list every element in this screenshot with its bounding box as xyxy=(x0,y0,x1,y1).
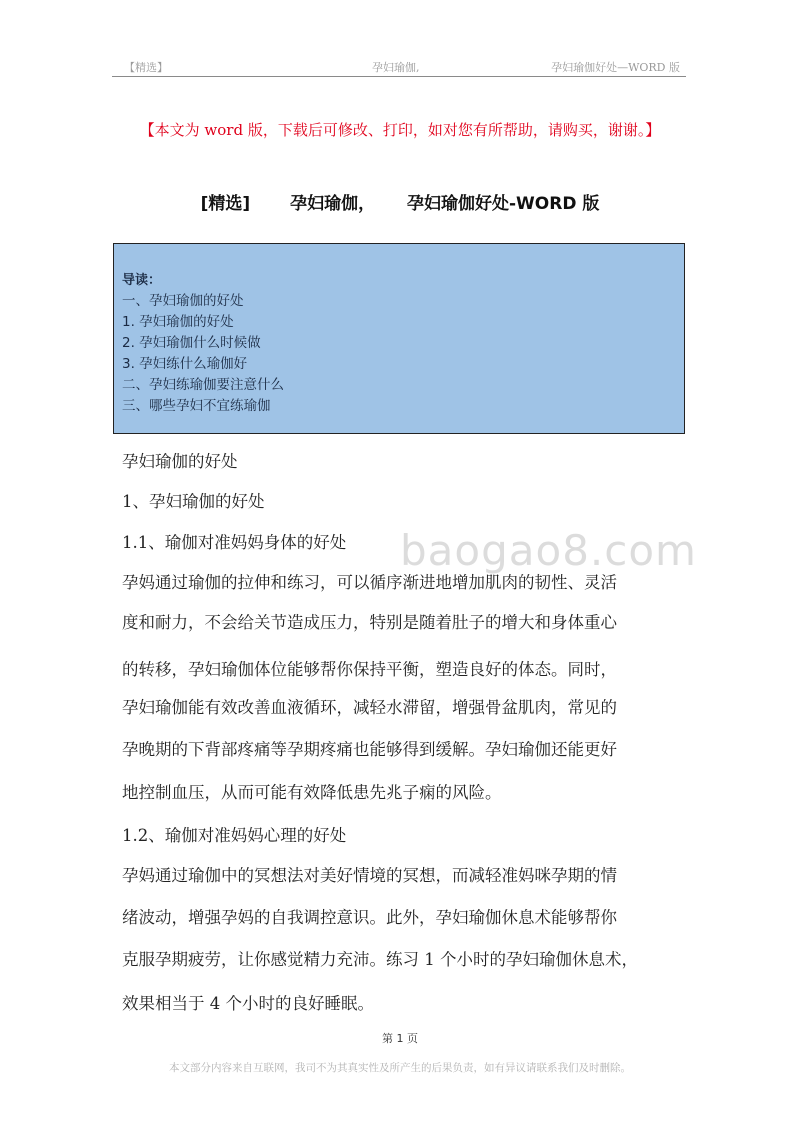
toc-item[interactable]: 二、孕妇练瑜伽要注意什么 xyxy=(122,377,284,393)
paragraph-line: 孕妈通过瑜伽中的冥想法对美好情境的冥想，而减轻准妈咪孕期的情 xyxy=(122,866,617,885)
section-title: 孕妇瑜伽的好处 xyxy=(122,452,238,471)
page-header xyxy=(112,52,686,77)
paragraph-line: 孕妇瑜伽能有效改善血液循环，减轻水滞留，增强骨盆肌肉，常见的 xyxy=(122,698,617,717)
subsection-heading: 1.2、瑜伽对准妈妈心理的好处 xyxy=(122,826,347,845)
paragraph-line: 的转移，孕妇瑜伽体位能够帮你保持平衡，塑造良好的体态。同时， xyxy=(122,660,617,679)
subsection-heading: 1、孕妇瑜伽的好处 xyxy=(122,492,265,511)
document-title xyxy=(0,189,800,214)
header-left: 【精选】 xyxy=(124,61,168,74)
paragraph-line: 绪波动，增强孕妈的自我调控意识。此外，孕妇瑜伽休息术能够帮你 xyxy=(122,908,617,927)
page-number: 第 1 页 xyxy=(382,1032,418,1045)
toc-item[interactable]: 3. 孕妇练什么瑜伽好 xyxy=(122,356,248,372)
table-of-contents xyxy=(113,243,685,434)
paragraph-line: 地控制血压，从而可能有效降低患先兆子痫的风险。 xyxy=(122,783,502,802)
toc-item[interactable]: 三、哪些孕妇不宜练瑜伽 xyxy=(122,398,271,414)
title-part-1: [精选] xyxy=(200,194,251,214)
purchase-notice: 【本文为 word 版，下载后可修改、打印，如对您有所帮助，请购买，谢谢。】 xyxy=(139,121,661,139)
page-footer: 本文部分内容来自互联网，我司不为其真实性及所产生的后果负责，如有异议请联系我们及时删除。 xyxy=(169,1062,631,1074)
title-part-3: 孕妇瑜伽好处-WORD 版 xyxy=(407,194,600,214)
header-middle: 孕妇瑜伽, xyxy=(372,61,420,74)
toc-item[interactable]: 1. 孕妇瑜伽的好处 xyxy=(122,314,234,330)
paragraph-line: 效果相当于 4 个小时的良好睡眠。 xyxy=(122,994,374,1013)
paragraph-line: 孕晚期的下背部疼痛等孕期疼痛也能够得到缓解。孕妇瑜伽还能更好 xyxy=(122,740,617,759)
toc-heading: 导读： xyxy=(122,273,162,288)
title-part-2: 孕妇瑜伽， xyxy=(290,194,376,214)
toc-item[interactable]: 2. 孕妇瑜伽什么时候做 xyxy=(122,335,261,351)
paragraph-line: 克服孕期疲劳，让你感觉精力充沛。练习 1 个小时的孕妇瑜伽休息术， xyxy=(122,950,638,969)
paragraph-line: 孕妈通过瑜伽的拉伸和练习，可以循序渐进地增加肌肉的韧性、灵活 xyxy=(122,573,617,592)
watermark: baogao8.com xyxy=(400,526,697,575)
header-right: 孕妇瑜伽好处—WORD 版 xyxy=(551,61,680,74)
paragraph-line: 度和耐力，不会给关节造成压力，特别是随着肚子的增大和身体重心 xyxy=(122,613,617,632)
subsection-heading: 1.1、瑜伽对准妈妈身体的好处 xyxy=(122,533,347,552)
toc-item[interactable]: 一、孕妇瑜伽的好处 xyxy=(122,293,244,309)
